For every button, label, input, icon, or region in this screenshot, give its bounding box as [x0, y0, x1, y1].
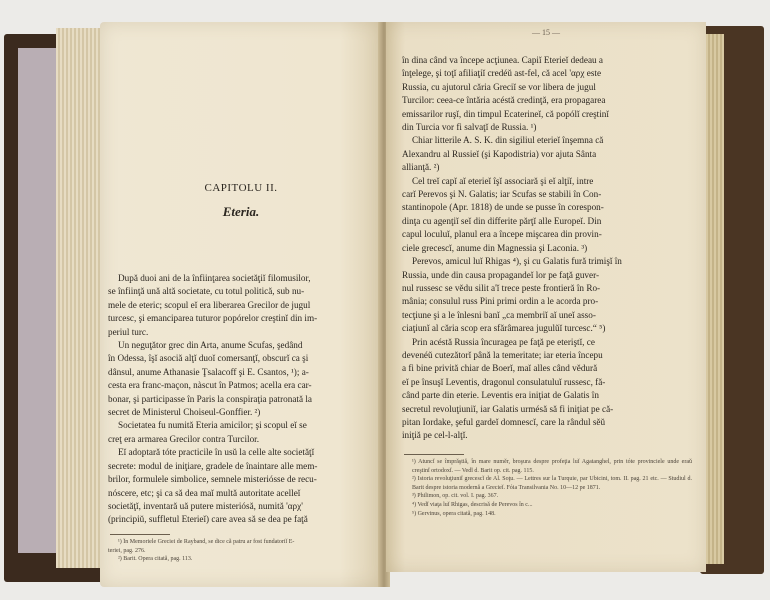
text-line: secrete: modul de iniţiare, gradele de înaintare alle mem- [108, 460, 318, 471]
text-line: Eĭ adoptară tóte practicile în usŭ la celle alte societăţĭ [118, 447, 315, 458]
text-line: Chiar litterile A. S. K. din sigiliul eterieĭ înşemna că [412, 135, 604, 146]
text-line: ciaţiunĭ al căria scop era sfărâmarea jugulŭĭ turcesc.“ ⁵) [402, 323, 606, 334]
text-line: din Turcia vor fi salvaţĭ de Russia. ¹) [402, 122, 537, 133]
text-line: secretul revoluţiuniĭ, iar Galatis urmésă să fi iniţiat pe că- [402, 403, 614, 414]
text-line: emissarilor ruşĭ, din timpul Ecaterineĭ, că popólĭ creştinĭ [402, 108, 609, 119]
text-line: Russia, cu ajutorul căria Greciĭ se vor libera de jugul [402, 81, 596, 92]
footnote: ⁵) Gervinus, opera citată, pag. 148. [412, 510, 496, 517]
text-line: cesta era franc-maçon, nàscut în Patmos; acella era car- [108, 380, 312, 391]
text-line: ciele grecescĭ, anume din Magnessia şi Laconia. ³) [402, 242, 588, 253]
text-line: periul turc. [108, 326, 149, 337]
text-line: nul russesc se vĕdu silit a'ĭ trece peste frontieră în Ro- [402, 282, 601, 293]
text-line: dinţa cu agenţiĭ seĭ din differite părţĭ alle Europeĭ. Din [402, 215, 602, 226]
footnote: ¹) În Memoriele Greciei de Rayband, se dice că patru ar fost fundatoriĭ E- [118, 539, 295, 545]
text-line: societăţĭ, inventară uă putere misteriósă, numită 'αρχ' [108, 500, 303, 511]
text-line: capul loculuĭ, planul era a începe mişcarea din provin- [402, 229, 602, 240]
footnote: ¹) Atuncĭ se împrăştiă, în mare numĕr, broşura despre profeţia luĭ Agatanghel, prin tóte provinciele unde eraŭ creştinĭ ortodoxĭ. — Vedĭ d. Barit op. cit. pag. 115. [412, 459, 692, 474]
text-line: allianţă. ²) [402, 162, 440, 173]
text-line: secret de Ministerul Choiseul-Gonffier. ²) [108, 407, 261, 418]
text-line: devenéŭ cutezătorĭ până la temeritate; iar eteria începu [402, 349, 603, 360]
text-line: Turcilor: ceea-ce întăria acéstă credinţă, era propagarea [402, 95, 606, 106]
text-line: Societatea fu numită Eteria amicilor; şi scopul eĭ se [118, 420, 307, 431]
right-footnotes [402, 458, 692, 518]
page-edges [706, 34, 724, 564]
text-line: Un neguţător grec din Arta, anume Scufas, şedând [118, 340, 303, 351]
left-footnotes [108, 538, 368, 564]
text-line: pitan Iordake, şeful gardeĭ domnescĭ, care la rândul sĕŭ [402, 416, 606, 427]
right-page [386, 22, 706, 572]
right-cover [700, 26, 764, 574]
right-body-text [402, 54, 692, 443]
chapter-title: Eteria. [222, 204, 260, 219]
text-line: mele de eteric; scopul eĭ era liberarea Grecilor de jugul [108, 299, 311, 310]
footnote: ²) Istoria revoluţiuniĭ grecescĭ de Al. Soţu. — Lettres sur la Turquie, par Ubicini, tom. II. pag. 21 etc. — Studiul d. Barit despre istoria modernă a Grecieĭ. Fóia Transilvania No. 10—12 pe 1871. [412, 476, 692, 491]
text-line: Russia, unde din causa propagandeĭ lor pe faţă guver- [402, 269, 600, 280]
footnote: ³) Philimon, op. cit. vol. I. pag. 367. [412, 493, 499, 500]
text-line: nóscere, etc; şi ca să dea maĭ multă autoritate acelleĭ [108, 487, 301, 498]
text-line: creţ era armarea Grecilor contra Turcilor. [108, 433, 260, 444]
chapter-heading: CAPITOLU II. [204, 182, 278, 194]
text-line: (principiŭ, suffletul Eterieĭ) care avea să se dea pe faţă [108, 514, 308, 525]
text-line: se înfiinţă ună altă societate, cu totul politică, sub nu- [108, 286, 305, 297]
text-line: bonar, şi participasse în Paris la conspiraţia patronată la [108, 393, 312, 404]
text-line: Prin acéstă Russia încuragea pe faţă pe eteriştĭ, ce [412, 336, 595, 347]
text-line: dânsul, anume Athanasie Ţsalacoff şi E. Csantos, ¹); a- [108, 366, 309, 377]
text-line: tecţiune şi a le înlesni banĭ „ca membriĭ aĭ uneĭ asso- [402, 309, 596, 320]
open-book [0, 22, 770, 587]
left-body-text [108, 272, 368, 527]
text-line: Alexandru al Russieĭ (şi Kapodistria) vor ajuta Sânta [402, 148, 597, 159]
footnote-rule [110, 534, 170, 535]
text-line: turcesc, şi emanciparea tuturor popórelor creştinĭ din im- [108, 313, 318, 324]
text-line: După duoi ani de la înfiinţarea societăţiĭ filomusilor, [118, 273, 311, 283]
page-number: — 15 — [532, 28, 560, 37]
left-page-stack [56, 28, 106, 568]
text-line: în dina când va începe acţiunea. Capiĭ Eterieĭ dedeau a [402, 55, 604, 65]
text-line: când parte din eterie. Leventis era iniţiat de Galatis în [402, 390, 599, 401]
text-line: în Odessa, îşĭ asociă alţĭ duoĭ comersanţĭ, obscurĭ ca şi [108, 353, 309, 364]
left-page [100, 22, 382, 587]
text-line: brilor, formulele simbolice, semnele misteriósse de recu- [108, 474, 317, 485]
text-line: a fi bine privită chiar de Boerĭ, maĭ alles când vĕdură [402, 363, 598, 374]
footnote: teriei, pag. 276. [108, 547, 146, 554]
text-line: mânia; consulul russ Pini primi ordin a le acorda pro- [402, 296, 599, 307]
text-line: înţelege, şi toţĭ afiliaţiĭ credéŭ ast-fel, că acel 'αρχ este [402, 68, 602, 79]
footnote-rule [404, 454, 464, 455]
text-line: Cel treĭ capĭ aĭ eterieĭ îşĭ associară şi eĭ alţiĭ, intre [412, 175, 594, 186]
text-line: carĭ Perevos şi N. Galatis; iar Scufas se stabili în Con- [402, 189, 602, 200]
text-line: stantinopole (Apr. 1818) de unde se pusse în corespon- [402, 202, 604, 213]
text-line: iniţiă pe cel-l-alţĭ. [402, 430, 468, 441]
text-line: eĭ pe însuşĭ Leventis, dragonul consulatuluĭ russesc, fă- [402, 376, 606, 387]
footnote: ²) Barit. Opera citată, pag. 113. [118, 556, 193, 563]
footnote: ⁴) Vedĭ viaţa luĭ Rhigas, descrisă de Perevos în c... [412, 501, 533, 508]
text-line: Perevos, amicul luĭ Rhigas ⁴), şi cu Galatis fură trimişĭ în [412, 256, 622, 267]
